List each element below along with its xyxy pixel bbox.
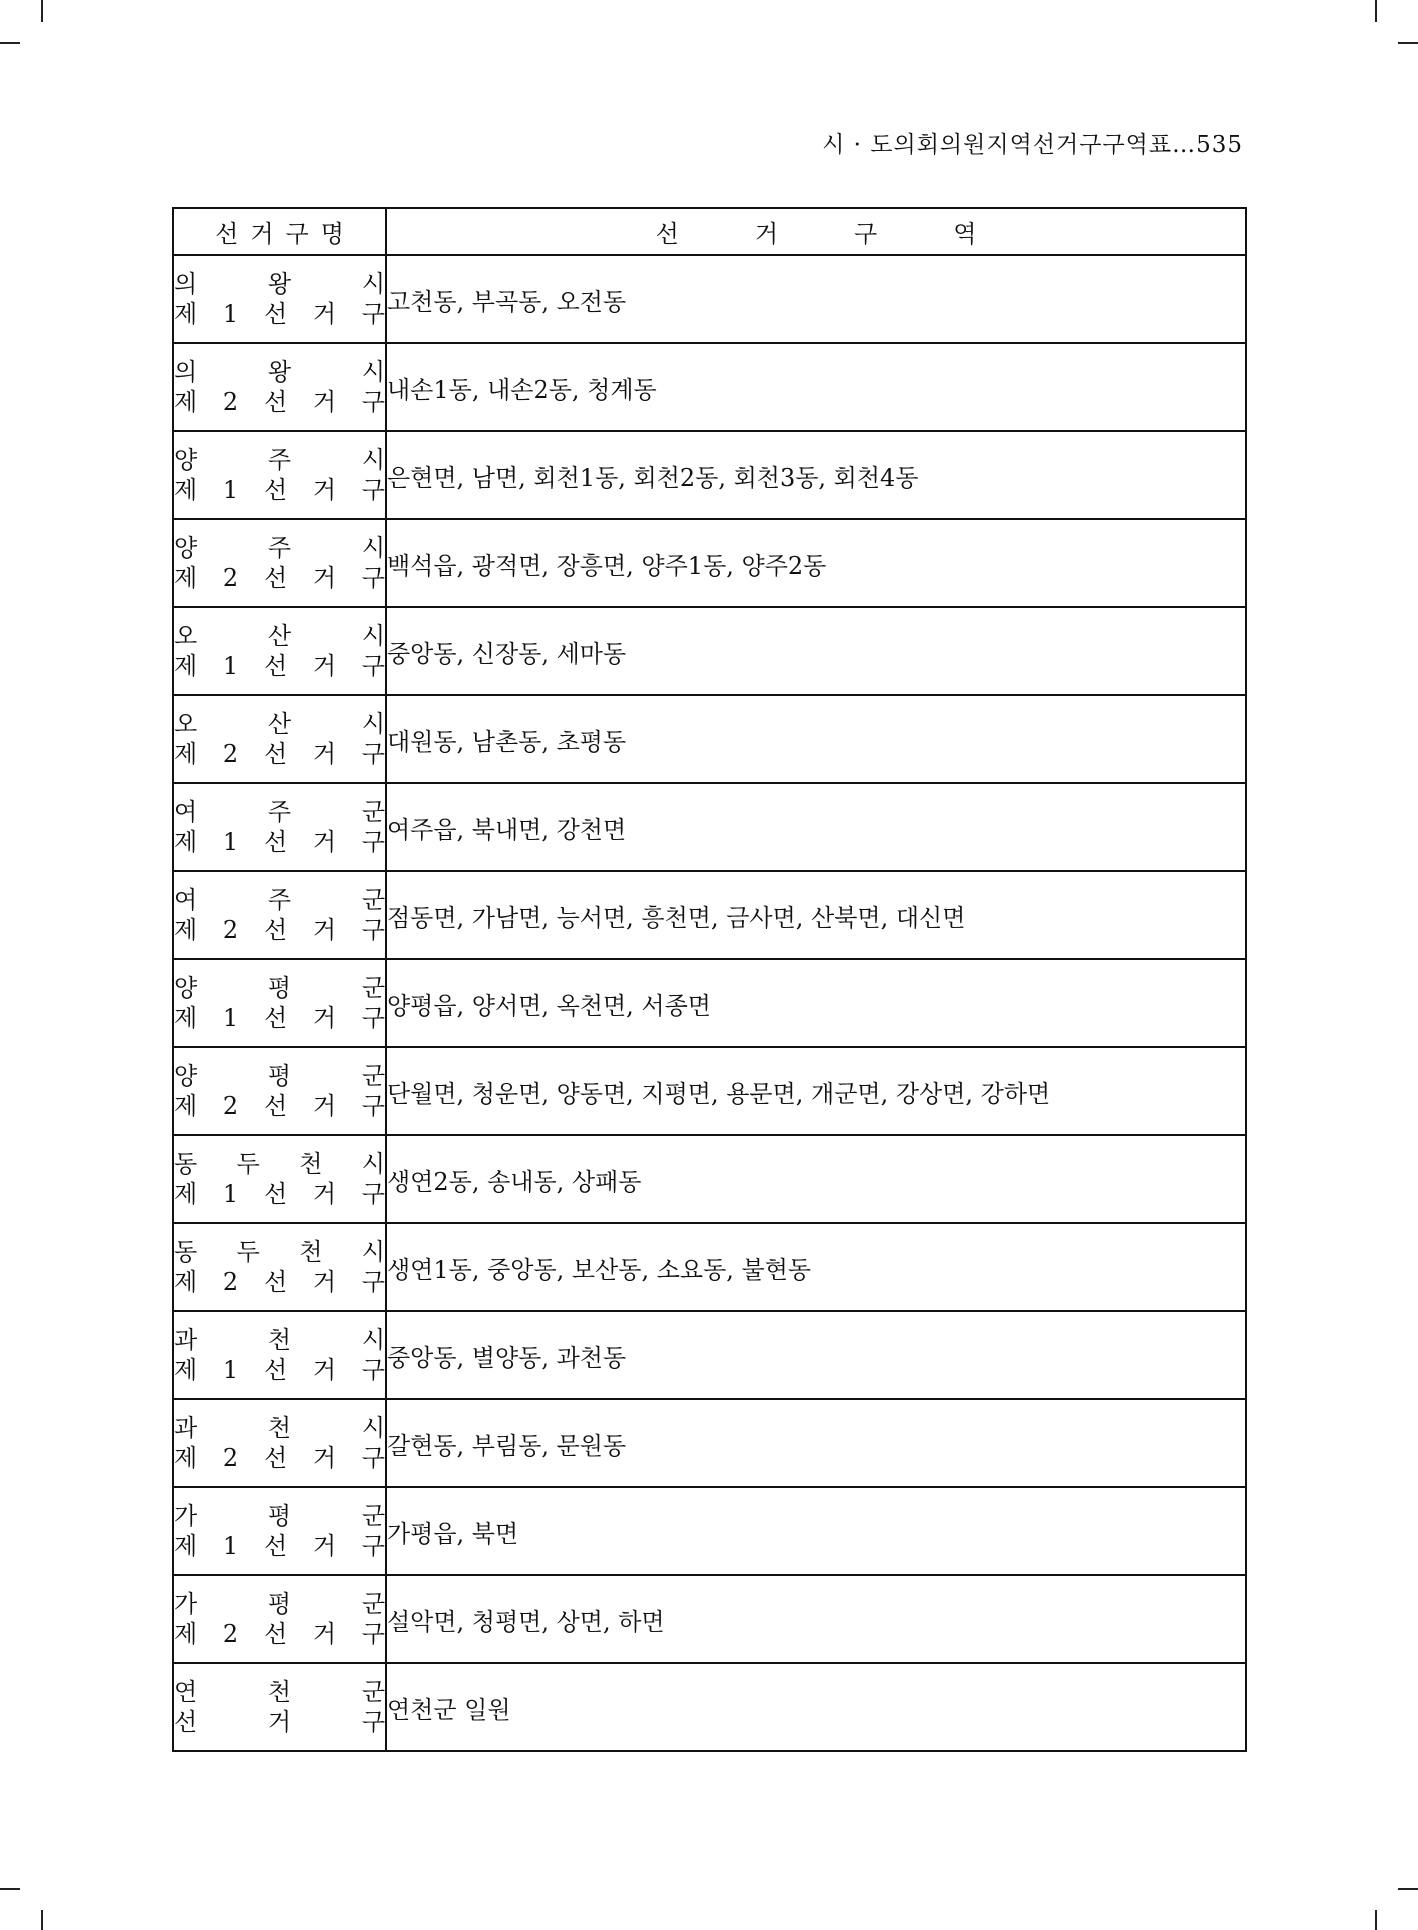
district-name-char: 천	[267, 1678, 292, 1706]
district-area-cell: 대원동, 남촌동, 초평동	[386, 695, 1246, 783]
district-name-char: 선	[174, 1708, 198, 1736]
district-name-line2	[174, 1091, 385, 1121]
table-row	[173, 783, 1246, 871]
district-name-char: 여	[174, 886, 198, 914]
district-name-char: 1	[222, 652, 239, 680]
district-name-char: 양	[174, 1062, 198, 1090]
district-name-char: 제	[174, 1092, 198, 1120]
district-name-char: 시	[361, 1326, 385, 1354]
district-name-line2	[174, 1443, 385, 1473]
table-row	[173, 1575, 1246, 1663]
district-name-char: 왕	[267, 270, 292, 298]
district-name-cell	[173, 431, 386, 519]
district-name-char: 선	[263, 1620, 288, 1648]
district-area-cell: 갈현동, 부림동, 문원동	[386, 1399, 1246, 1487]
district-name-char: 1	[222, 828, 239, 856]
district-name-char: 천	[299, 1150, 323, 1178]
district-name-char: 주	[267, 534, 292, 562]
district-name-line1	[174, 445, 385, 475]
district-name-char: 선	[263, 388, 288, 416]
district-name-char: 구	[361, 1004, 385, 1032]
district-name-char: 선	[263, 916, 288, 944]
district-name-char: 거	[312, 300, 337, 328]
district-name-char: 군	[361, 974, 385, 1002]
district-name-char: 과	[174, 1326, 198, 1354]
district-name-char: 구	[361, 1180, 385, 1208]
district-name-char: 선	[263, 740, 288, 768]
district-name-line2	[174, 475, 385, 505]
district-name-char: 구	[361, 1620, 385, 1648]
district-name-char: 2	[222, 916, 239, 944]
header-char: 거	[250, 220, 274, 248]
district-name-line1	[174, 1677, 385, 1707]
district-name-line1	[174, 709, 385, 739]
district-name-line2	[174, 1531, 385, 1561]
district-name-char: 거	[267, 1708, 292, 1736]
district-name-char: 2	[222, 564, 239, 592]
district-name-line2	[174, 915, 385, 945]
district-name-char: 가	[174, 1590, 198, 1618]
district-name-char: 거	[312, 1444, 337, 1472]
district-name-char: 제	[174, 1180, 198, 1208]
district-name-char: 거	[312, 388, 337, 416]
district-name-char: 거	[312, 1356, 337, 1384]
header-char: 구	[285, 220, 309, 248]
table-header-row	[173, 208, 1246, 255]
district-name-line2	[174, 1619, 385, 1649]
crop-mark	[41, 0, 43, 22]
district-name-char: 양	[174, 974, 198, 1002]
district-name-char: 제	[174, 916, 198, 944]
district-name-char: 구	[361, 388, 385, 416]
district-name-char: 주	[267, 886, 292, 914]
district-name-line2	[174, 827, 385, 857]
district-name-char: 구	[361, 1356, 385, 1384]
district-name-char: 군	[361, 886, 385, 914]
district-name-char: 제	[174, 476, 198, 504]
district-name-char: 거	[312, 1004, 337, 1032]
district-name-char: 거	[312, 1092, 337, 1120]
district-name-char: 제	[174, 1004, 198, 1032]
district-name-char: 군	[361, 1062, 385, 1090]
table-row	[173, 1135, 1246, 1223]
district-name-char: 선	[263, 1444, 288, 1472]
district-name-cell	[173, 783, 386, 871]
district-name-char: 거	[312, 916, 337, 944]
district-name-char: 두	[236, 1150, 260, 1178]
district-name-char: 제	[174, 652, 198, 680]
district-name-char: 거	[312, 828, 337, 856]
district-name-char: 제	[174, 1268, 198, 1296]
district-name-char: 2	[222, 1444, 239, 1472]
district-name-cell	[173, 1663, 386, 1751]
district-name-char: 과	[174, 1414, 198, 1442]
district-name-char: 시	[361, 534, 385, 562]
header-char: 역	[953, 220, 977, 248]
district-name-char: 2	[222, 388, 239, 416]
district-name-char: 구	[361, 740, 385, 768]
district-name-char: 제	[174, 828, 198, 856]
district-name-char: 거	[312, 1532, 337, 1560]
district-area-cell: 내손1동, 내손2동, 청계동	[386, 343, 1246, 431]
district-area-cell: 양평읍, 양서면, 옥천면, 서종면	[386, 959, 1246, 1047]
district-name-line2	[174, 387, 385, 417]
district-name-char: 오	[174, 622, 198, 650]
district-name-line1	[174, 797, 385, 827]
district-name-char: 거	[312, 652, 337, 680]
district-name-char: 제	[174, 740, 198, 768]
district-area-cell: 생연1동, 중앙동, 보산동, 소요동, 불현동	[386, 1223, 1246, 1311]
district-name-char: 선	[263, 828, 288, 856]
district-area-cell: 가평읍, 북면	[386, 1487, 1246, 1575]
district-name-char: 구	[361, 828, 385, 856]
table-row	[173, 343, 1246, 431]
district-name-line1	[174, 1325, 385, 1355]
district-name-char: 제	[174, 300, 198, 328]
district-name-char: 구	[361, 652, 385, 680]
district-table	[172, 207, 1247, 1752]
header-char: 거	[754, 220, 778, 248]
district-name-char: 군	[361, 798, 385, 826]
district-name-char: 구	[361, 1444, 385, 1472]
district-name-line2	[174, 1267, 385, 1297]
district-name-char: 시	[361, 1150, 385, 1178]
district-name-char: 2	[222, 740, 239, 768]
district-name-cell	[173, 871, 386, 959]
column-header-district-name	[173, 208, 386, 255]
district-name-char: 1	[222, 1180, 239, 1208]
district-name-char: 선	[263, 1268, 288, 1296]
table-row	[173, 1311, 1246, 1399]
district-name-char: 1	[222, 476, 239, 504]
table-row	[173, 1223, 1246, 1311]
district-name-line1	[174, 973, 385, 1003]
district-name-cell	[173, 1399, 386, 1487]
district-area-cell: 은현면, 남면, 회천1동, 회천2동, 회천3동, 회천4동	[386, 431, 1246, 519]
district-name-char: 평	[267, 974, 292, 1002]
district-name-char: 제	[174, 1532, 198, 1560]
district-name-char: 1	[222, 1004, 239, 1032]
district-name-char: 군	[361, 1502, 385, 1530]
crop-mark	[1375, 1910, 1377, 1930]
district-name-cell	[173, 1223, 386, 1311]
district-name-char: 선	[263, 652, 288, 680]
header-char: 선	[655, 220, 679, 248]
district-name-char: 1	[222, 300, 239, 328]
district-name-char: 시	[361, 446, 385, 474]
district-name-char: 구	[361, 476, 385, 504]
table-row	[173, 695, 1246, 783]
district-name-cell	[173, 1575, 386, 1663]
district-area-cell: 중앙동, 신장동, 세마동	[386, 607, 1246, 695]
column-header-district-area	[386, 208, 1246, 255]
district-area-cell: 설악면, 청평면, 상면, 하면	[386, 1575, 1246, 1663]
crop-mark	[1398, 1888, 1418, 1890]
district-name-char: 제	[174, 1356, 198, 1384]
district-name-line1	[174, 269, 385, 299]
district-name-char: 양	[174, 446, 198, 474]
header-char: 명	[320, 220, 344, 248]
district-area-cell: 생연2동, 송내동, 상패동	[386, 1135, 1246, 1223]
district-name-char: 군	[361, 1590, 385, 1618]
district-name-char: 선	[263, 1180, 288, 1208]
district-area-cell: 여주읍, 북내면, 강천면	[386, 783, 1246, 871]
district-name-char: 가	[174, 1502, 198, 1530]
district-name-char: 동	[174, 1238, 198, 1266]
district-name-char: 선	[263, 1004, 288, 1032]
district-name-cell	[173, 343, 386, 431]
district-name-char: 시	[361, 1414, 385, 1442]
district-name-char: 의	[174, 270, 198, 298]
district-name-char: 제	[174, 388, 198, 416]
district-name-line1	[174, 1237, 385, 1267]
district-area-cell: 연천군 일원	[386, 1663, 1246, 1751]
district-name-line1	[174, 1501, 385, 1531]
district-name-char: 평	[267, 1502, 292, 1530]
district-name-char: 선	[263, 1532, 288, 1560]
district-name-line1	[174, 1149, 385, 1179]
district-name-cell	[173, 255, 386, 343]
district-name-char: 주	[267, 446, 292, 474]
district-name-cell	[173, 519, 386, 607]
district-name-char: 시	[361, 358, 385, 386]
district-name-char: 1	[222, 1532, 239, 1560]
table-row	[173, 519, 1246, 607]
district-name-char: 의	[174, 358, 198, 386]
table-row	[173, 431, 1246, 519]
district-name-char: 제	[174, 564, 198, 592]
table-row	[173, 871, 1246, 959]
district-name-cell	[173, 695, 386, 783]
district-name-line1	[174, 533, 385, 563]
district-name-char: 거	[312, 476, 337, 504]
district-name-char: 구	[361, 1268, 385, 1296]
crop-mark	[41, 1910, 43, 1930]
district-name-char: 두	[236, 1238, 260, 1266]
district-name-char: 구	[361, 564, 385, 592]
district-name-line1	[174, 357, 385, 387]
crop-mark	[1375, 0, 1377, 22]
district-name-char: 평	[267, 1590, 292, 1618]
district-name-char: 선	[263, 1356, 288, 1384]
district-name-line2	[174, 299, 385, 329]
district-name-line1	[174, 1413, 385, 1443]
district-name-char: 제	[174, 1620, 198, 1648]
district-name-char: 거	[312, 1268, 337, 1296]
district-name-char: 시	[361, 622, 385, 650]
district-name-char: 거	[312, 1620, 337, 1648]
table-row	[173, 607, 1246, 695]
district-name-char: 평	[267, 1062, 292, 1090]
district-name-char: 산	[267, 710, 292, 738]
district-name-char: 천	[267, 1414, 292, 1442]
district-name-line2	[174, 1707, 385, 1737]
district-name-char: 2	[222, 1620, 239, 1648]
district-name-char: 천	[267, 1326, 292, 1354]
district-name-char: 거	[312, 1180, 337, 1208]
district-name-char: 1	[222, 1356, 239, 1384]
table-row	[173, 1399, 1246, 1487]
district-name-char: 양	[174, 534, 198, 562]
header-char: 구	[854, 220, 878, 248]
table-row	[173, 959, 1246, 1047]
district-name-char: 시	[361, 710, 385, 738]
district-name-char: 구	[361, 1092, 385, 1120]
district-name-char: 군	[361, 1678, 385, 1706]
district-name-char: 구	[361, 1708, 385, 1736]
district-name-line1	[174, 885, 385, 915]
district-name-char: 여	[174, 798, 198, 826]
district-name-line2	[174, 1355, 385, 1385]
district-name-char: 2	[222, 1268, 239, 1296]
district-name-cell	[173, 1311, 386, 1399]
district-name-char: 주	[267, 798, 292, 826]
crop-mark	[0, 1888, 20, 1890]
district-name-char: 구	[361, 1532, 385, 1560]
district-name-cell	[173, 607, 386, 695]
district-name-char: 거	[312, 564, 337, 592]
header-char: 선	[215, 220, 239, 248]
table-row	[173, 1047, 1246, 1135]
district-name-char: 선	[263, 476, 288, 504]
district-name-char: 구	[361, 300, 385, 328]
district-name-line2	[174, 563, 385, 593]
district-name-char: 시	[361, 1238, 385, 1266]
district-name-char: 왕	[267, 358, 292, 386]
crop-mark	[0, 42, 20, 44]
table-row	[173, 1663, 1246, 1751]
district-area-cell: 고천동, 부곡동, 오전동	[386, 255, 1246, 343]
district-name-line1	[174, 1589, 385, 1619]
district-name-cell	[173, 1135, 386, 1223]
district-name-line2	[174, 651, 385, 681]
district-name-char: 거	[312, 740, 337, 768]
district-area-cell: 점동면, 가남면, 능서면, 흥천면, 금사면, 산북면, 대신면	[386, 871, 1246, 959]
district-name-char: 구	[361, 916, 385, 944]
district-name-cell	[173, 959, 386, 1047]
district-name-cell	[173, 1487, 386, 1575]
crop-mark	[1398, 42, 1418, 44]
district-name-char: 천	[299, 1238, 323, 1266]
district-name-line1	[174, 621, 385, 651]
district-area-cell: 중앙동, 별양동, 과천동	[386, 1311, 1246, 1399]
district-name-char: 연	[174, 1678, 198, 1706]
district-name-line2	[174, 739, 385, 769]
district-name-char: 선	[263, 564, 288, 592]
district-name-char: 선	[263, 300, 288, 328]
district-name-char: 산	[267, 622, 292, 650]
district-name-char: 동	[174, 1150, 198, 1178]
district-name-line2	[174, 1179, 385, 1209]
district-name-char: 시	[361, 270, 385, 298]
table-row	[173, 1487, 1246, 1575]
district-name-char: 선	[263, 1092, 288, 1120]
running-header: 시 · 도의회의원지역선거구구역표…535	[822, 132, 1243, 158]
district-name-char: 오	[174, 710, 198, 738]
district-name-char: 제	[174, 1444, 198, 1472]
district-name-char: 2	[222, 1092, 239, 1120]
district-name-cell	[173, 1047, 386, 1135]
district-name-line2	[174, 1003, 385, 1033]
district-area-cell: 백석읍, 광적면, 장흥면, 양주1동, 양주2동	[386, 519, 1246, 607]
district-name-line1	[174, 1061, 385, 1091]
table-row	[173, 255, 1246, 343]
district-area-cell: 단월면, 청운면, 양동면, 지평면, 용문면, 개군면, 강상면, 강하면	[386, 1047, 1246, 1135]
